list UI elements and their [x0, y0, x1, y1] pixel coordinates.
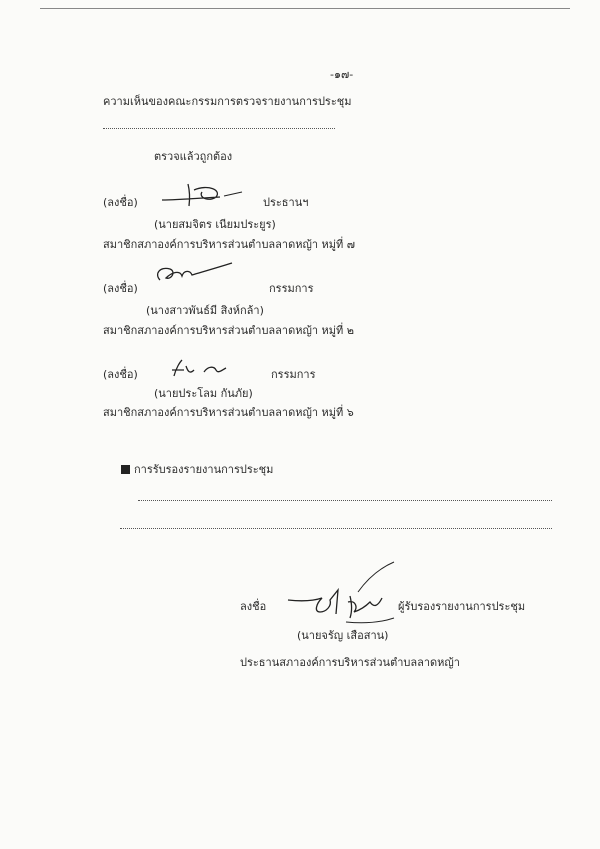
signer-1-name: (นายสมจิตร เนียมประยูร)	[154, 218, 276, 231]
top-border-line	[40, 8, 570, 9]
signer-1-membership: สมาชิกสภาองค์การบริหารส่วนตำบลลาดหญ้า หมู่ที่ ๗	[103, 238, 356, 251]
signer-2-membership: สมาชิกสภาองค์การบริหารส่วนตำบลลาดหญ้า หมู่ที่ ๒	[103, 324, 355, 337]
certifier-signature-image	[286, 560, 406, 630]
signer-2-name: (นางสาวพันธ์มี สิงห์กล้า)	[146, 304, 264, 317]
signer-3-name: (นายประโลม กันภัย)	[154, 387, 253, 400]
signer-1-role: ประธานฯ	[263, 196, 309, 209]
certification-heading-row	[121, 463, 273, 477]
certification-dotted-line-1	[138, 500, 552, 501]
signature-1-image	[160, 178, 250, 208]
signer-1-sign-label: (ลงชื่อ)	[103, 196, 138, 209]
verified-text: ตรวจแล้วถูกต้อง	[154, 150, 233, 163]
square-bullet-icon	[121, 465, 130, 474]
signature-3-image	[168, 358, 228, 382]
signer-2-role: กรรมการ	[269, 282, 314, 295]
certifier-role: ผู้รับรองรายงานการประชุม	[398, 600, 526, 613]
certification-dotted-line-2	[120, 528, 552, 529]
committee-heading: ความเห็นของคณะกรรมการตรวจรายงานการประชุม	[103, 95, 352, 108]
certifier-sign-label: ลงชื่อ	[240, 600, 267, 613]
signer-3-membership: สมาชิกสภาองค์การบริหารส่วนตำบลลาดหญ้า หมู่ที่ ๖	[103, 406, 354, 419]
opinion-dotted-line	[103, 128, 335, 129]
signature-2-image	[150, 260, 240, 288]
signer-3-role: กรรมการ	[271, 368, 316, 381]
certifier-position: ประธานสภาองค์การบริหารส่วนตำบลลาดหญ้า	[240, 656, 460, 669]
certification-heading: การรับรองรายงานการประชุม	[134, 463, 274, 476]
page-number: -๑๗-	[330, 68, 354, 81]
signer-3-sign-label: (ลงชื่อ)	[103, 368, 138, 381]
signer-2-sign-label: (ลงชื่อ)	[103, 282, 138, 295]
certifier-name: (นายจรัญ เสือสาน)	[297, 629, 389, 642]
